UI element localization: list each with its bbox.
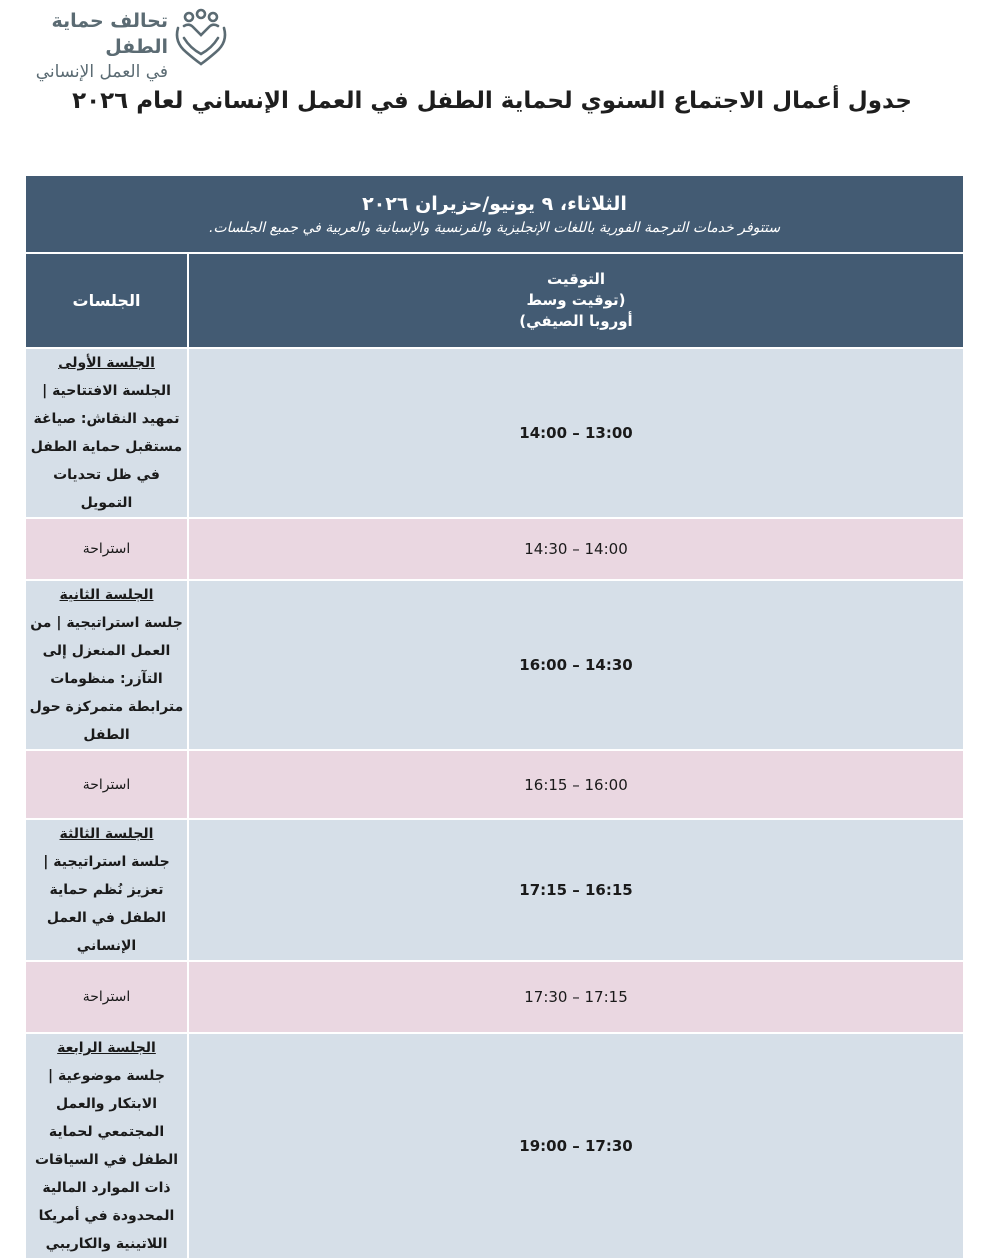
- break-time: 14:00 – 14:30: [188, 518, 964, 580]
- sessions-column-header: [25, 253, 188, 348]
- agenda-date: الثلاثاء، ٩ يونيو/حزيران ٢٠٢٦: [362, 193, 627, 215]
- time-header-line-1: التوقيت: [546, 270, 606, 288]
- session-description: جلسة استراتيجية | تعزيز نُظم حماية الطفل في العمل الإنساني: [43, 854, 170, 954]
- break-label: استراحة: [25, 961, 188, 1033]
- session-content: [25, 819, 188, 961]
- break-time: 16:00 – 16:15: [188, 750, 964, 819]
- time-header-line-2: (توقيت وسط: [526, 291, 626, 309]
- session-title: الجلسة الثانية: [59, 587, 154, 603]
- session-title: الجلسة الرابعة: [57, 1040, 156, 1056]
- logo-text: [8, 8, 168, 84]
- session-time: 13:00 – 14:00: [188, 348, 964, 518]
- session-time: 17:30 – 19:00: [188, 1033, 964, 1259]
- session-time: 14:30 – 16:00: [188, 580, 964, 750]
- session-content: [25, 348, 188, 518]
- session-description: جلسة موضوعية | الابتكار والعمل المجتمعي لحماية الطفل في السياقات ذات الموارد المالية المحدودة في أمريكا اللاتينية والكاريبي: [34, 1068, 179, 1252]
- date-banner-row: [25, 175, 964, 253]
- session-content: [25, 1033, 188, 1259]
- agenda-row-session-4: [25, 1033, 964, 1259]
- time-header-line-3: أوروبا الصيفي): [519, 312, 633, 330]
- break-time: 17:15 – 17:30: [188, 961, 964, 1033]
- coalition-logo: [8, 6, 228, 82]
- time-column-header: [188, 253, 964, 348]
- hands-holding-children-icon: [172, 8, 230, 68]
- session-time: 16:15 – 17:15: [188, 819, 964, 961]
- agenda-row-break-1: [25, 518, 964, 580]
- sessions-header-label: الجلسات: [72, 291, 141, 310]
- agenda-row-break-2: [25, 750, 964, 819]
- agenda-table: [24, 174, 965, 1260]
- break-label: استراحة: [25, 518, 188, 580]
- column-header-row: [25, 253, 964, 348]
- date-banner: [25, 175, 964, 253]
- agenda-row-session-3: [25, 819, 964, 961]
- logo-line-1: تحالف حماية الطفل: [51, 10, 168, 58]
- agenda-row-break-3: [25, 961, 964, 1033]
- session-title: الجلسة الأولى: [58, 355, 155, 371]
- session-description: الجلسة الافتتاحية | تمهيد النقاش: صياغة مستقبل حماية الطفل في ظل تحديات التمويل: [30, 383, 183, 511]
- logo-line-2: في العمل الإنساني: [35, 62, 168, 82]
- document-title: جدول أعمال الاجتماع السنوي لحماية الطفل في العمل الإنساني لعام ٢٠٢٦: [72, 88, 912, 114]
- session-content: [25, 580, 188, 750]
- interpretation-note: ستتوفر خدمات الترجمة الفورية باللغات الإنجليزية والفرنسية والإسبانية والعربية في جميع الجلسات.: [208, 220, 781, 236]
- agenda-row-session-2: [25, 580, 964, 750]
- session-description: جلسة استراتيجية | من العمل المنعزل إلى التآزر: منظومات مترابطة متمركزة حول الطفل: [29, 615, 184, 743]
- break-label: استراحة: [25, 750, 188, 819]
- session-title: الجلسة الثالثة: [59, 826, 154, 842]
- agenda-row-session-1: [25, 348, 964, 518]
